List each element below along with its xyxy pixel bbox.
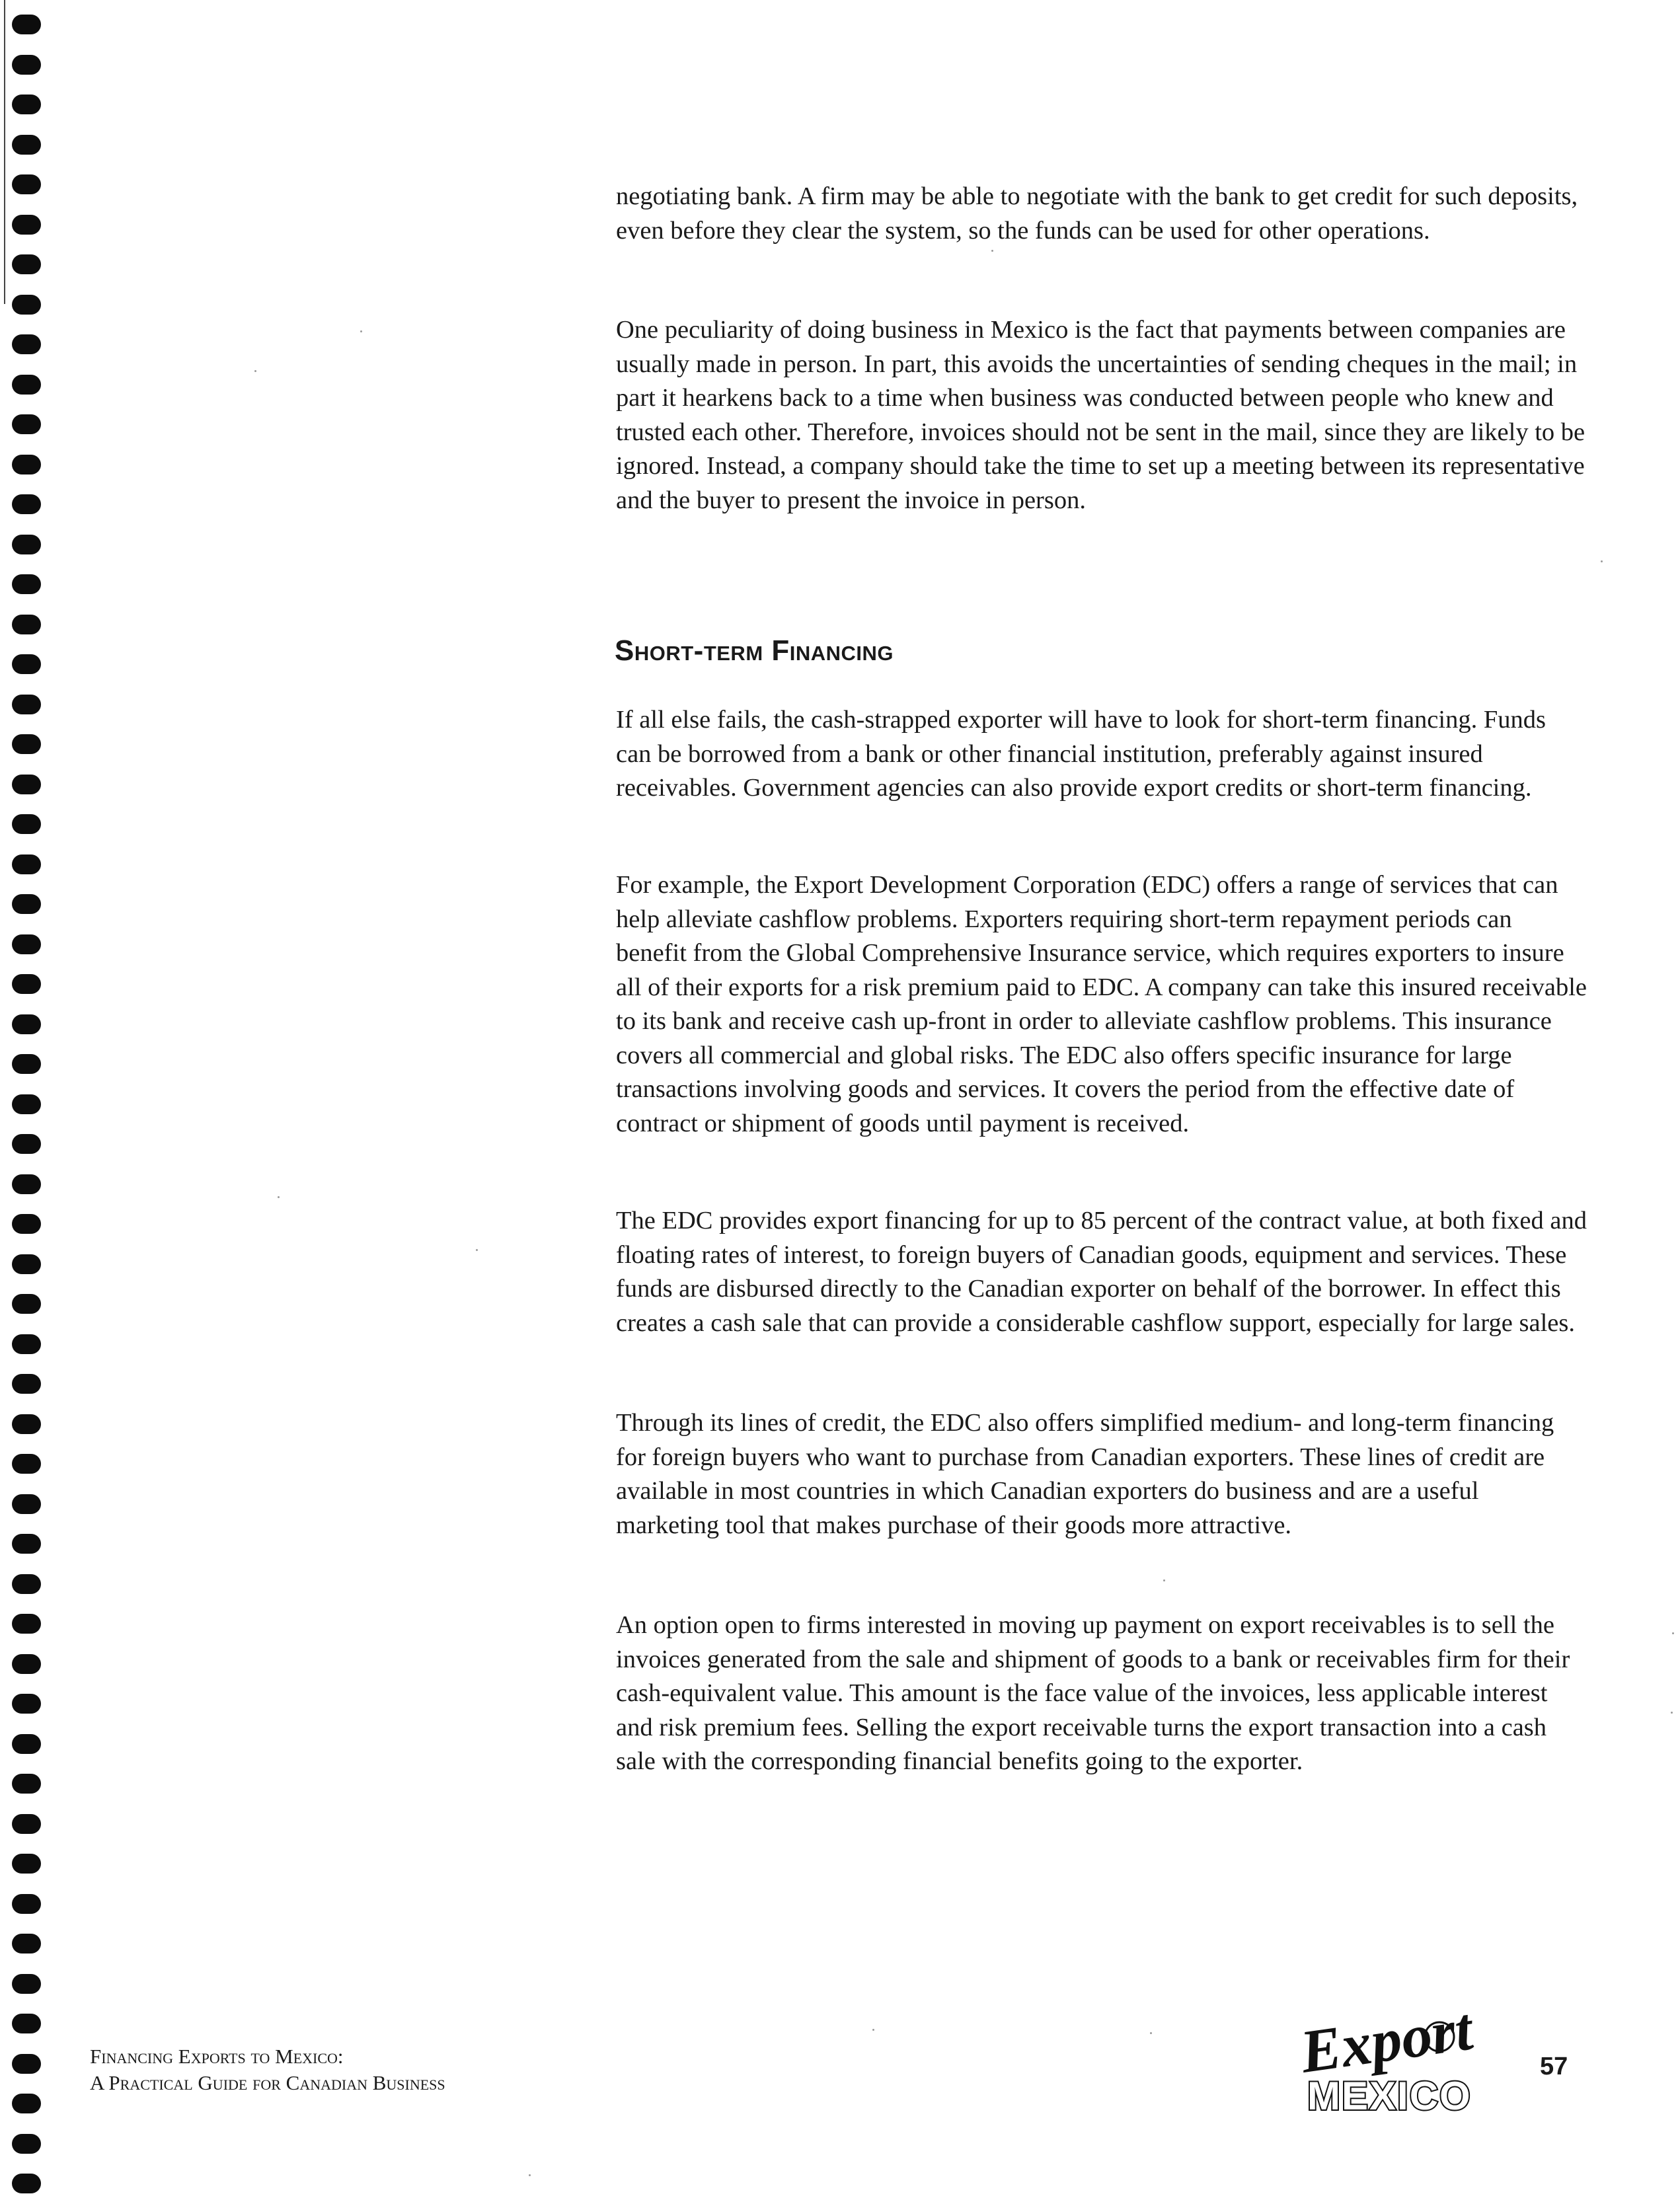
binding-hole — [12, 2134, 41, 2154]
binding-hole — [12, 1054, 41, 1074]
logo-block-text: MEXICO — [1307, 2074, 1472, 2118]
binding-hole — [12, 334, 41, 354]
binding-hole — [12, 1934, 41, 1953]
scan-speck — [254, 370, 256, 372]
binding-hole — [12, 1254, 41, 1274]
body-paragraph: One peculiarity of doing business in Mexico is the fact that payments between companies are usually made in person. In part, this avoids the uncertainties of sending cheques in the mail; in part it hearkens back to a time when business was conducted between people who knew and trusted each other. Therefore, invoices should not be sent in the mail, since they are likely to be ignored. Instead, a company should take the time to set up a meeting between its representative and the buyer to present the invoice in person. — [616, 316, 1585, 514]
binding-hole — [12, 295, 41, 315]
binding-hole — [12, 375, 41, 395]
footer-title-line: A Practical Guide for Canadian Business — [90, 2071, 445, 2094]
binding-hole — [12, 1374, 41, 1394]
scan-speck — [360, 330, 362, 332]
binding-hole — [12, 1694, 41, 1714]
binding-hole — [12, 1534, 41, 1554]
binding-hole — [12, 814, 41, 834]
binding-hole — [12, 1654, 41, 1674]
binding-hole — [12, 55, 41, 75]
binding-hole — [12, 1094, 41, 1114]
body-paragraph: For example, the Export Development Corporation (EDC) offers a range of services that can help alleviate cashflow problems. Exporters requiring short-term repayment periods can benefit from the Global Comprehensive Insurance service, which requires exporters to insure all of their exports for a risk premium paid to EDC. A company can take this insured receivable to its bank and receive cash up-front in order to alleviate cashflow problems. This insurance covers all commercial and global risks. The EDC also offers specific insurance for large transactions involving goods and services. It covers the period from the effective date of contract or shipment of goods until payment is received. — [616, 871, 1587, 1137]
binding-hole — [12, 1614, 41, 1634]
binding-hole — [12, 894, 41, 914]
binding-hole — [12, 1454, 41, 1474]
scan-speck — [872, 2029, 874, 2031]
body-paragraph: Through its lines of credit, the EDC also offers simplified medium- and long-term financing for foreign buyers who want to purchase from Canadian exporters. These lines of credit are available in most countries in which Canadian exporters do business and are a useful marketing tool that makes purchase of their goods more attractive. — [616, 1409, 1554, 1539]
scan-speck — [278, 1196, 280, 1198]
binding-hole — [12, 2174, 41, 2193]
binding-hole — [12, 2054, 41, 2074]
binding-hole — [12, 174, 41, 194]
binding-hole — [12, 934, 41, 954]
page-number: 57 — [1540, 2053, 1568, 2080]
binding-hole — [12, 1894, 41, 1914]
binding-hole — [12, 1174, 41, 1194]
binding-hole — [12, 1734, 41, 1754]
section-heading: Short-term Financing — [615, 634, 894, 667]
binding-hole — [12, 574, 41, 594]
binding-edge-line — [4, 0, 5, 304]
body-paragraph: If all else fails, the cash-strapped exporter will have to look for short-term financing. Funds can be borrowed from a bank or other financial institution, preferably against insured receivables. Government agencies can also provide export credits or short-term financing. — [616, 706, 1546, 802]
footer-title-line: Financing Exports to Mexico: — [90, 2045, 344, 2068]
export-mexico-logo — [1289, 2002, 1487, 2121]
binding-hole — [12, 1214, 41, 1234]
binding-hole — [12, 1334, 41, 1354]
body-paragraph: The EDC provides export financing for up to 85 percent of the contract value, at both fixed and floating rates of interest, to foreign buyers of Canadian goods, equipment and services. These funds are disbursed directly to the Canadian exporter on behalf of the borrower. In effect this creates a cash sale that can provide a considerable cashflow support, especially for large sales. — [616, 1207, 1587, 1337]
binding-hole — [12, 1974, 41, 1994]
binding-hole — [12, 1574, 41, 1594]
binding-hole — [12, 2014, 41, 2033]
binding-hole — [12, 775, 41, 794]
scan-speck — [1163, 1579, 1165, 1581]
binding-hole — [12, 1814, 41, 1834]
binding-hole — [12, 494, 41, 514]
scan-speck — [1671, 1712, 1673, 1714]
scan-speck — [1672, 1632, 1674, 1634]
binding-hole — [12, 654, 41, 674]
binding-hole — [12, 2094, 41, 2113]
binding-hole — [12, 1134, 41, 1154]
scan-speck — [1150, 2032, 1152, 2034]
scan-speck — [476, 1249, 478, 1251]
binding-hole — [12, 535, 41, 554]
body-paragraph: negotiating bank. A firm may be able to negotiate with the bank to get credit for such deposits, even before they clear the system, so the funds can be used for other operations. — [616, 182, 1578, 245]
binding-hole — [12, 1014, 41, 1034]
logo-script-text: Export — [1296, 2002, 1476, 2086]
binding-hole — [12, 414, 41, 434]
scan-speck — [1601, 560, 1603, 562]
binding-hole — [12, 215, 41, 235]
binding-hole — [12, 695, 41, 714]
binding-hole — [12, 455, 41, 474]
binding-hole — [12, 1414, 41, 1434]
scan-speck — [991, 250, 993, 252]
binding-hole — [12, 1294, 41, 1314]
footer-book-title — [90, 2043, 445, 2096]
spiral-binding — [0, 0, 59, 2200]
binding-hole — [12, 615, 41, 634]
binding-hole — [12, 1494, 41, 1514]
binding-hole — [12, 95, 41, 114]
binding-hole — [12, 1774, 41, 1794]
body-paragraph: An option open to firms interested in moving up payment on export receivables is to sell the invoices generated from the sale and shipment of goods to a bank or receivables firm for their cash-equivalent value. This amount is the face value of the invoices, less applicable interest and risk premium fees. Selling the export receivable turns the export transaction into a cash sale with the corresponding financial benefits going to the exporter. — [616, 1611, 1570, 1775]
logo-graphic — [1289, 2002, 1487, 2121]
binding-hole — [12, 854, 41, 874]
binding-hole — [12, 974, 41, 994]
binding-hole — [12, 734, 41, 754]
scan-speck — [529, 2174, 531, 2176]
binding-hole — [12, 254, 41, 274]
binding-hole — [12, 1854, 41, 1874]
binding-hole — [12, 15, 41, 34]
binding-hole — [12, 135, 41, 155]
